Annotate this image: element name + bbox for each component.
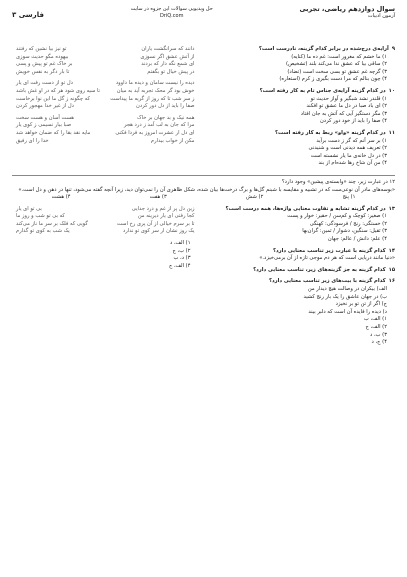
poem-hemistich: خوش بود گر محک تجربه آید به میان [116,87,195,94]
poem-hemistich: کجا رفتی ای یار دیرینه من [137,213,195,220]
option[interactable]: ۱) پنج [342,194,356,201]
question-options [12,194,395,202]
poem-hemistich: بی تو ای یار [16,205,42,212]
question-block [209,278,396,346]
question-header [209,46,396,54]
option[interactable]: ۱) الف، د [170,240,191,247]
poem-hemistich: تا بر سرم خیالی از آن پری رخ است [117,220,195,227]
header-center [44,6,300,20]
question-number: ۱۶ [388,278,395,285]
exam-subtitle: آزمون ادبیات [367,13,395,19]
poem-hemistich: ز سر شب تا که روز از گریه ما پیداست [110,95,195,102]
poem-group [12,115,199,145]
left-column [12,46,199,172]
two-columns-lower [12,206,395,351]
poem-hemistich: دل از غیر خدا مهجور کردن [16,103,74,110]
poem-line [12,213,199,221]
subject-label: فارسی ۳ [12,11,44,19]
question-block [209,248,396,263]
option[interactable]: ۳) گرچه غم عشق تو بسی سخت است (تضاد) [287,68,387,75]
question-block [209,267,396,275]
option[interactable]: ۱) الف، ب [363,316,387,323]
poem-line [12,103,199,111]
poem-hemistich: گویی که فلک بر سر ما ناز می‌کند [16,220,88,227]
poem-hemistich: بیهوده مگو حدیث سوزی [16,53,69,60]
poem-hemistich: دیده را نیست سامان و دیده ما داوود [115,80,195,87]
option[interactable]: ۳) در دل خانه‌ی ما یار نشسته است [310,152,387,159]
poem-group [12,206,199,236]
option[interactable]: ۱) قلندر نشد شبگیر و آواز حدیث تو [310,95,387,102]
question-header [209,130,396,138]
question-stem: در کدام گزینه «واو» ربط به کار رفته است؟ [275,129,386,136]
option[interactable]: ۴) صفا را باید از خود دور کردن [319,118,387,125]
poem-line [12,228,199,236]
poem-hemistich: یک شب به کوی تو گذارم [16,228,70,235]
option[interactable]: ۴) علم: دانش / عالم: جهان [327,236,387,243]
poem-hemistich: دانند که سرانگشت یاران [141,46,195,52]
right-column [209,46,396,172]
question-header [209,88,396,96]
option[interactable]: ۴) چون بنالم که مرا دست بگیری ز کرم (استعاره) [279,76,387,83]
poem-hemistich: در پیش خیال تو بگفتم [147,68,195,75]
question-text: «بوسه‌های مادر آن نوعی‌ست که در تشبیه و مقایسه با شبنم گل‌ها و برگ درخت‌ها بیان شده، شکل ظاهری آن را نمی‌توان دید، زیرا آنچه گفته می‌شود، تنها در ذهن و دل است.» [18,186,395,193]
poem-hemistich: تو نیز بیا نشین که رفتند [16,46,67,52]
poem-hemistich: مرا که جان به لب آمد ز درد هجر [123,122,195,129]
option[interactable]: ۲) خستگی: رنج / فرسودگی: کهنگی [309,220,387,227]
poem-hemistich: از آتش عشق اگر نسوزی [140,53,195,60]
poem-line [12,122,199,130]
option[interactable]: ۳) هفت [149,194,167,201]
option-group [12,240,199,270]
option[interactable]: ۱) صغیر: کوچک و کم‌سن / حقیر: خوار و پست [287,213,387,220]
poem-hemistich: بر خاک غم تو پیش و پسی [16,61,73,68]
poem-hemistich: که بی تو شب و روز ما [16,213,65,220]
question-number: ۹ [391,46,395,52]
question-line: ج) اگر از تن تو بر نخیزد [335,301,387,308]
poem-hemistich: یک روز نشان ار سر کوی تو ندارد [122,228,195,235]
option[interactable]: ۱) بر سر آنم که گر ز دست برآید [316,137,387,144]
option[interactable]: ۴) الف، ج [168,262,191,269]
right-column-lower [209,206,396,351]
poem-hemistich: صفا را باید از دل دور کردن [136,103,195,110]
poem-line [12,88,199,96]
poem-hemistich: مکن از خواب بیدارم [150,137,195,144]
divider [12,175,395,176]
question-number: ۱۰ [388,87,395,94]
question-block [209,88,396,126]
question-line: د) دیده را فایده آن است که دلبر بیند [308,308,387,315]
poem-line [12,130,199,138]
question-number: ۱۴ [388,247,395,254]
question-number: ۱۲ [389,178,395,185]
question-stem: کدام گزینه با عبارت زیر تناسب معنایی دارد؟ [272,247,386,254]
question-block [209,206,396,244]
poem-hemistich: که چگونه ز گل ما این نوا برخاست [16,95,90,102]
poem-hemistich: زین دل پر از غم و درد جدایی [131,205,195,212]
exam-title: سوال دوازدهم ریاضی، تجربی [299,5,395,13]
two-columns [12,46,395,172]
option[interactable]: ۲) تعریف همه دیدنی است و شنیدنی [308,145,387,152]
poem-hemistich: تا سیه روی شود هر که در او غش باشد [16,87,100,94]
question-stem: در کدام گزینه آرایه‌ی جناس تام به کار رفته است؟ [259,87,386,94]
option[interactable]: ۲) شش [245,194,264,201]
poem-line [12,206,199,214]
option[interactable]: ۳) ثقیل: سنگین، دشوار / ثمین: گران‌بها [302,228,387,235]
question-stem: کدام گزینه به جز گزینه‌های زیر، تناسب معنایی دارد؟ [253,266,386,273]
poem-line [12,80,199,88]
left-column-lower [12,206,199,351]
poem-hemistich: هست آسان و هست سخت [16,114,74,121]
poem-hemistich: مایه نقد بقا را که ضمان خواهد شد [16,129,91,136]
question-stem: در عبارت زیر، چند «وابسته‌ی پیشین» وجود دارد؟ [281,178,388,185]
option[interactable]: ۲) ب، ج [172,247,191,254]
question-12 [12,179,395,202]
option[interactable]: ۴) هشت [51,194,71,201]
question-header [209,278,396,286]
header-note: حل ویدیویی سوالات این جزوه در سایت [130,6,213,12]
option[interactable]: ۴) من آن شاخ رها شده‌ام از بند [318,160,387,167]
poem-line [12,61,199,69]
poem-hemistich: صبا بیار نسیمی ز کوی یار [16,122,72,129]
header-site: DriQ.com [159,13,184,19]
poem-line [12,138,199,146]
poem-hemistich: همه نیک و بد جهان بر خاک [137,114,195,121]
poem-line [12,69,199,77]
poem-group [12,46,199,76]
question-stem: کدام گزینه با بیت‌های زیر تناسب معنایی دارد؟ [268,278,386,285]
question-block [209,46,396,84]
question-number: ۱۳ [388,205,395,212]
question-line: الف) بیکران در وصالت هیچ دیدار من [307,286,387,293]
question-block [209,130,396,168]
question-line: ب) در جهان عاشق را یک بار رنج کشید [303,293,387,300]
option[interactable]: ۳) مگر دستگیر آیی که آتش به جان افتاد [300,110,387,117]
poem-hemistich: خدا را ای رفیق [16,137,49,144]
poem-hemistich: دل تو از دست رفت ای یار [16,80,73,87]
option[interactable]: ۲) ای باد صبا در دل ما عشق تو افکند [306,103,387,110]
question-text: «دنیا مانند دریایی است که هر دم موجی تازه از آن برمی‌خیزد.» [259,255,395,262]
option[interactable]: ۳) ب، د [370,331,387,338]
option[interactable]: ۲) الف، ج [365,324,387,330]
poem-hemistich: تا بار دگر به نفس خویش [16,68,70,75]
option[interactable]: ۳) د، ب [173,255,191,262]
question-stem: در کدام گزینه تشابه و تفاوت معنایی واژه‌ها، همه درست است؟ [225,205,386,212]
header-right [299,6,395,20]
poem-line [12,96,199,104]
question-stem: آرایه‌ی درج‌شده در برابر کدام گزینه، نادرست است؟ [258,46,389,52]
question-number: ۱۱ [388,129,395,136]
option[interactable]: ۴) ج، د [371,339,387,346]
option[interactable]: ۱) ما خشم که مغرور است: غم ده ما (کنایه) [291,53,387,60]
poem-hemistich: ای شمع نگه دار که بردند [141,61,195,68]
poem-group [12,80,199,110]
option[interactable]: ۲) ساقی بیا که عشق ندا می‌کند بلند (تشخیص) [286,61,387,68]
question-number: ۱۵ [388,266,395,273]
poem-hemistich: ای دل ار عشرت امروز به فردا فکنی [115,129,195,136]
page-header [12,6,395,46]
question-header [209,267,396,275]
poem-line [12,46,199,54]
